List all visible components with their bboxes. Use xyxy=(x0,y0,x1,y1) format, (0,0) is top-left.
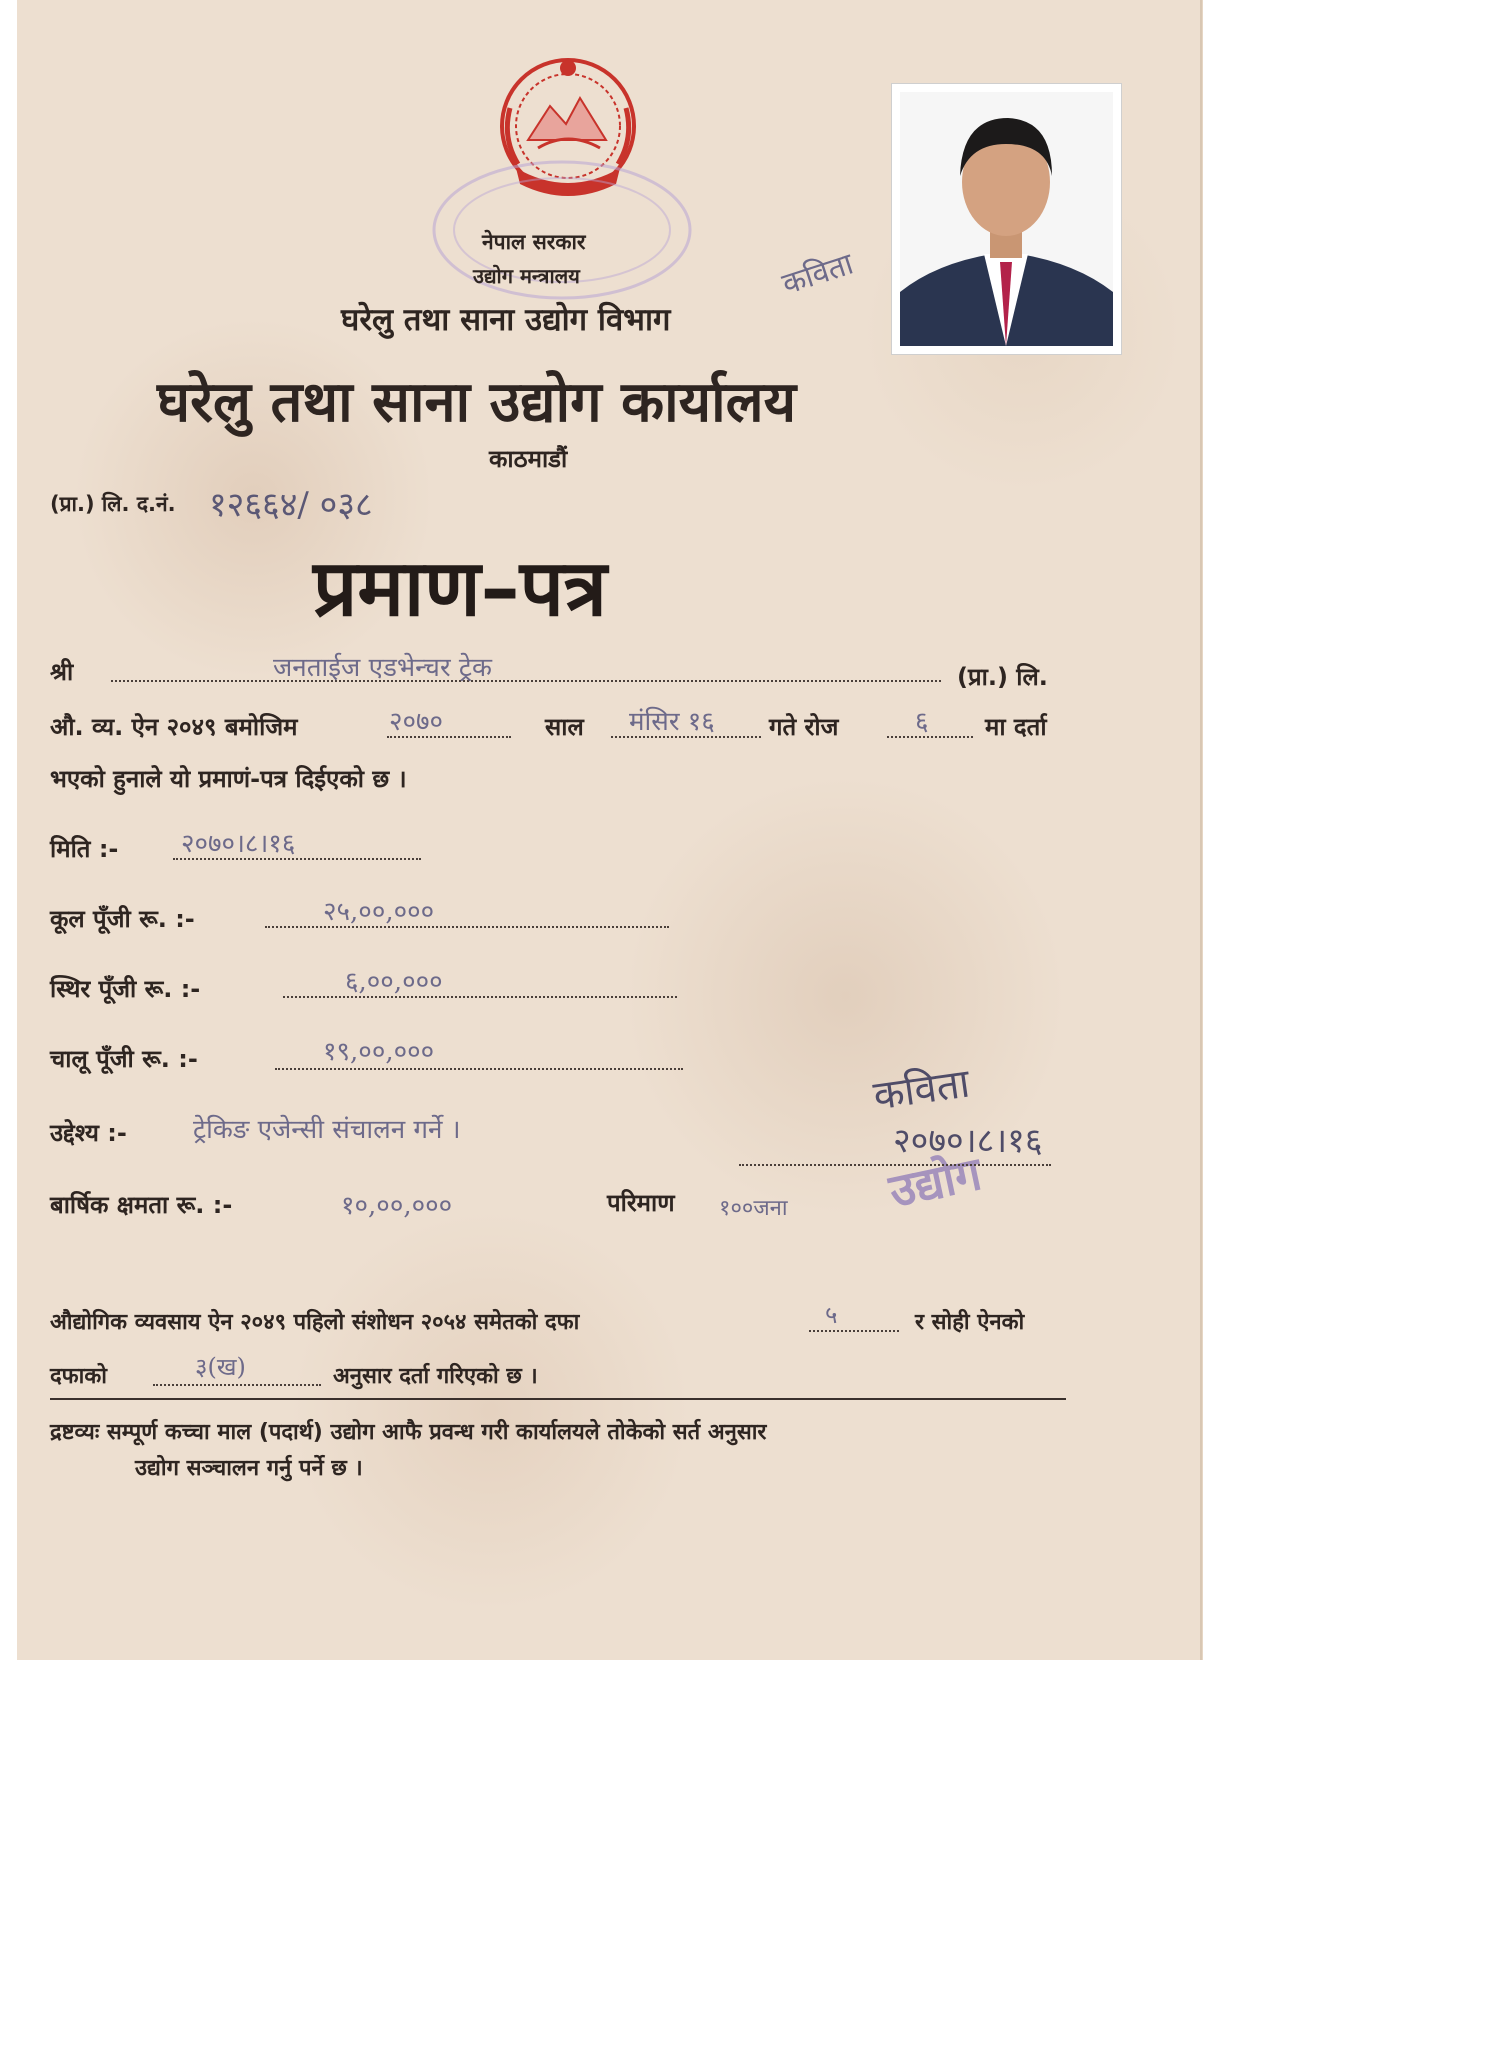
date-label: मिति :- xyxy=(50,835,119,863)
note-line-1: द्रष्टव्यः सम्पूर्ण कच्चा माल (पदार्थ) उद्योग आफै प्रवन्ध गरी कार्यालयले तोकेको सर्त अनुसार xyxy=(50,1420,767,1445)
working-capital-label: चालू पूँजी रू. :- xyxy=(50,1045,198,1073)
legal-clause-prefix: औद्योगिक व्यवसाय ऐन २०४९ पहिलो संशोधन २०५४ समेतको दफा xyxy=(50,1310,580,1335)
objective-label: उद्देश्य :- xyxy=(50,1119,127,1147)
saal-label: साल xyxy=(545,713,584,741)
signature-date: २०७०।८।१६ xyxy=(893,1121,1043,1161)
legal-line2-prefix: दफाको xyxy=(50,1364,107,1389)
office-name: घरेलु तथा साना उद्योग कार्यालय xyxy=(157,370,797,435)
note-line-2: उद्योग सञ्चालन गर्नु पर्ने छ । xyxy=(135,1456,363,1481)
registration-number: १२६६४/ ०३८ xyxy=(209,485,373,525)
fixed-capital-value: ६,००,००० xyxy=(345,967,443,997)
annual-capacity-label: बार्षिक क्षमता रू. :- xyxy=(50,1191,233,1219)
date-value: २०७०।८।१६ xyxy=(181,829,296,859)
legal-line2-suffix: अनुसार दर्ता गरिएको छ । xyxy=(333,1364,538,1389)
act-reference: औ. व्य. ऐन २०४९ बमोजिम xyxy=(50,713,298,741)
fixed-capital-label: स्थिर पूँजी रू. :- xyxy=(50,975,201,1003)
legal-section: ५ xyxy=(825,1301,838,1329)
working-capital-value: १९,००,००० xyxy=(323,1037,435,1067)
ma-darta-label: मा दर्ता xyxy=(985,713,1047,741)
total-capital-value: २५,००,००० xyxy=(323,897,435,927)
officer-signature: कविता xyxy=(870,1060,973,1120)
office-stamp-text: उद्योग xyxy=(884,1146,986,1218)
objective-value: ट्रेकिङ एजेन्सी संचालन गर्ने । xyxy=(193,1115,461,1145)
ministry-name: उद्योग मन्त्रालय xyxy=(473,264,580,288)
government-name: नेपाल सरकार xyxy=(482,230,586,254)
pvt-ltd-label: (प्रा.) लि. xyxy=(957,663,1048,691)
registration-month-day: मंसिर १६ xyxy=(629,707,715,737)
legal-clause-suffix: र सोही ऐनको xyxy=(915,1310,1025,1335)
department-name: घरेलु तथा साना उद्योग विभाग xyxy=(341,302,671,338)
quantity-label: परिमाण xyxy=(607,1189,675,1217)
registration-year: २०७० xyxy=(389,707,444,737)
gate-roj-label: गते रोज xyxy=(769,713,839,741)
annual-capacity-value: १०,००,००० xyxy=(341,1191,453,1221)
photo-signature: कविता xyxy=(777,246,858,303)
quantity-value: १००जना xyxy=(719,1196,788,1221)
section-divider xyxy=(50,1398,1066,1400)
legal-clause: ३(ख) xyxy=(195,1353,246,1381)
registration-weekday: ६ xyxy=(915,707,929,737)
applicant-photo xyxy=(891,83,1122,355)
certificate-statement: भएको हुनाले यो प्रमाणं-पत्र दिईएको छ । xyxy=(50,765,407,793)
certificate-sheet xyxy=(17,0,1202,1660)
office-city: काठमाडौं xyxy=(489,445,568,473)
total-capital-label: कूल पूँजी रू. :- xyxy=(50,905,195,933)
certificate-title: प्रमाण–पत्र xyxy=(313,544,607,634)
company-name: जनताईज एडभेन्चर ट्रेक xyxy=(273,653,492,683)
registration-label: (प्रा.) लि. द.नं. xyxy=(50,492,176,516)
shri-label: श्री xyxy=(50,658,74,686)
